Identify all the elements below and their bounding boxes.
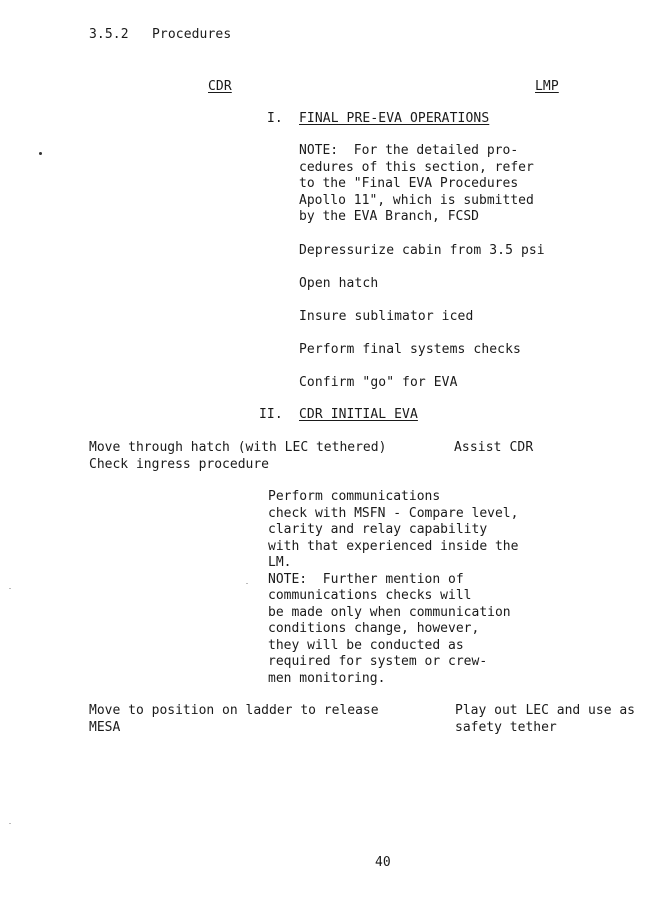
part1-heading: FINAL PRE-EVA OPERATIONS: [299, 111, 490, 126]
comm-line: with that experienced inside the: [268, 538, 519, 554]
cdr-entry-2: [89, 703, 379, 736]
column-header-lmp: LMP: [535, 79, 559, 94]
cdr-line: Move through hatch (with LEC tethered): [89, 440, 387, 455]
section-title: Procedures: [152, 27, 232, 42]
cdr-entry-1: [89, 440, 386, 473]
part1-step: Confirm "go" for EVA: [299, 375, 458, 390]
comm-line: conditions change, however,: [268, 621, 480, 636]
note-line: NOTE: For the detailed pro-: [299, 143, 519, 158]
lmp-line: safety tether: [455, 719, 557, 735]
part1-step: Insure sublimator iced: [299, 309, 474, 324]
comm-line: clarity and relay capability: [268, 522, 488, 537]
comm-line: they will be conducted as: [268, 637, 464, 653]
comm-line: men monitoring.: [268, 670, 386, 686]
section-number: 3.5.2: [89, 27, 129, 42]
scan-speck: [246, 583, 248, 584]
cdr-line: Check ingress procedure: [89, 456, 270, 472]
comm-line: LM.: [268, 555, 292, 570]
part1-step: Open hatch: [299, 276, 379, 291]
page-number: 40: [375, 855, 391, 870]
comm-line: check with MSFN - Compare level,: [268, 505, 519, 521]
cdr-line: MESA: [89, 719, 121, 735]
scan-speck: [9, 588, 11, 589]
part1-step: Perform final systems checks: [299, 342, 521, 357]
lmp-entry-2: [455, 703, 635, 736]
communications-check: [268, 489, 518, 687]
cdr-line: Move to position on ladder to release: [89, 703, 379, 718]
lmp-line: Play out LEC and use as: [455, 703, 636, 718]
part1-numeral: I.: [267, 111, 283, 126]
note-line: to the "Final EVA Procedures: [299, 176, 519, 191]
comm-line: required for system or crew-: [268, 654, 488, 669]
note-line: Apollo 11", which is submitted: [299, 192, 534, 208]
part2-numeral: II.: [259, 407, 283, 422]
note-line: by the EVA Branch, FCSD: [299, 209, 480, 224]
note-line: cedures of this section, refer: [299, 159, 534, 175]
part2-heading: CDR INITIAL EVA: [299, 407, 418, 422]
comm-line: Perform communications: [268, 489, 441, 504]
lmp-entry-1: Assist CDR: [454, 440, 534, 455]
scan-speck: [9, 823, 11, 824]
part1-step: Depressurize cabin from 3.5 psi: [299, 243, 545, 258]
comm-line: communications checks will: [268, 588, 472, 603]
comm-line: NOTE: Further mention of: [268, 571, 464, 587]
margin-dot: [39, 152, 42, 155]
column-header-cdr: CDR: [208, 79, 232, 94]
comm-line: be made only when communication: [268, 604, 511, 620]
part1-note: [299, 143, 534, 226]
